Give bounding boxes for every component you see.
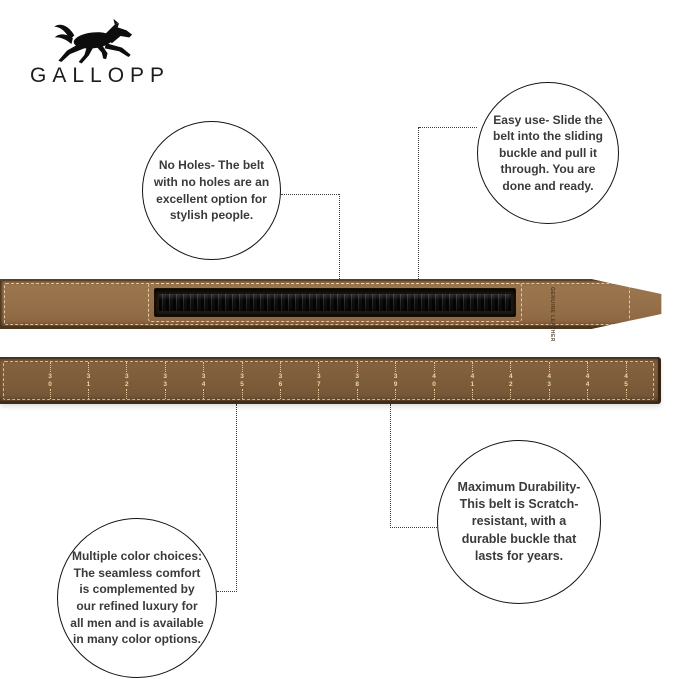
size-mark-40: 4 0 [430, 362, 438, 399]
size-mark-41: 4 1 [468, 362, 476, 399]
callout-easy-use-text: Easy use- Slide the belt into the sliding buckle and pull it through. You are done and ready. [493, 112, 603, 193]
stamp-line1: GENUINE [549, 287, 555, 314]
size-mark-32: 3 2 [123, 362, 131, 399]
size-mark-39: 3 9 [392, 362, 400, 399]
size-mark-31: 3 1 [84, 362, 92, 399]
leather-stamp [541, 287, 555, 342]
brand-logo [28, 12, 178, 94]
connector-no-holes-horizontal [281, 194, 339, 195]
size-mark-45: 4 5 [622, 362, 630, 399]
brand-name: GALLOPP [30, 64, 171, 87]
callout-max-durability-text: Maximum Durability- This belt is Scratch-resistant, with a durable buckle that lasts for years. [457, 479, 581, 563]
callout-color-choices-text: Multiple color choices: The seamless comfort is complemented by our refined luxury for all men and is available in many color options. [70, 549, 204, 647]
callout-max-durability [437, 440, 601, 604]
connector-color-choices-vertical [236, 404, 237, 592]
callout-color-choices [57, 518, 217, 678]
size-mark-43: 4 3 [545, 362, 553, 399]
callout-no-holes [142, 121, 281, 260]
size-mark-35: 3 5 [238, 362, 246, 399]
size-mark-37: 3 7 [315, 362, 323, 399]
size-mark-34: 3 4 [200, 362, 208, 399]
size-mark-36: 3 6 [276, 362, 284, 399]
ratchet-teeth [159, 294, 511, 311]
connector-max-durability-horizontal [390, 527, 437, 528]
connector-no-holes-vertical [339, 194, 340, 279]
connector-max-durability-vertical [390, 404, 391, 528]
galloping-horse-icon [50, 18, 142, 70]
belt-outer-face [0, 279, 664, 329]
size-mark-33: 3 3 [161, 362, 169, 399]
belt-edge-stitching [3, 361, 654, 400]
size-mark-42: 4 2 [507, 362, 515, 399]
ratchet-track [154, 288, 516, 317]
connector-easy-use-horizontal [419, 127, 477, 128]
connector-color-choices-horizontal [217, 591, 237, 592]
belt-inner-face [0, 357, 661, 404]
callout-no-holes-text: No Holes- The belt with no holes are an excellent option for stylish people. [153, 158, 270, 223]
callout-easy-use [477, 82, 619, 224]
size-mark-44: 4 4 [584, 362, 592, 399]
size-mark-30: 3 0 [46, 362, 54, 399]
size-mark-38: 3 8 [353, 362, 361, 399]
connector-easy-use-vertical [418, 127, 419, 279]
stamp-line2: LEATHER [549, 315, 555, 342]
